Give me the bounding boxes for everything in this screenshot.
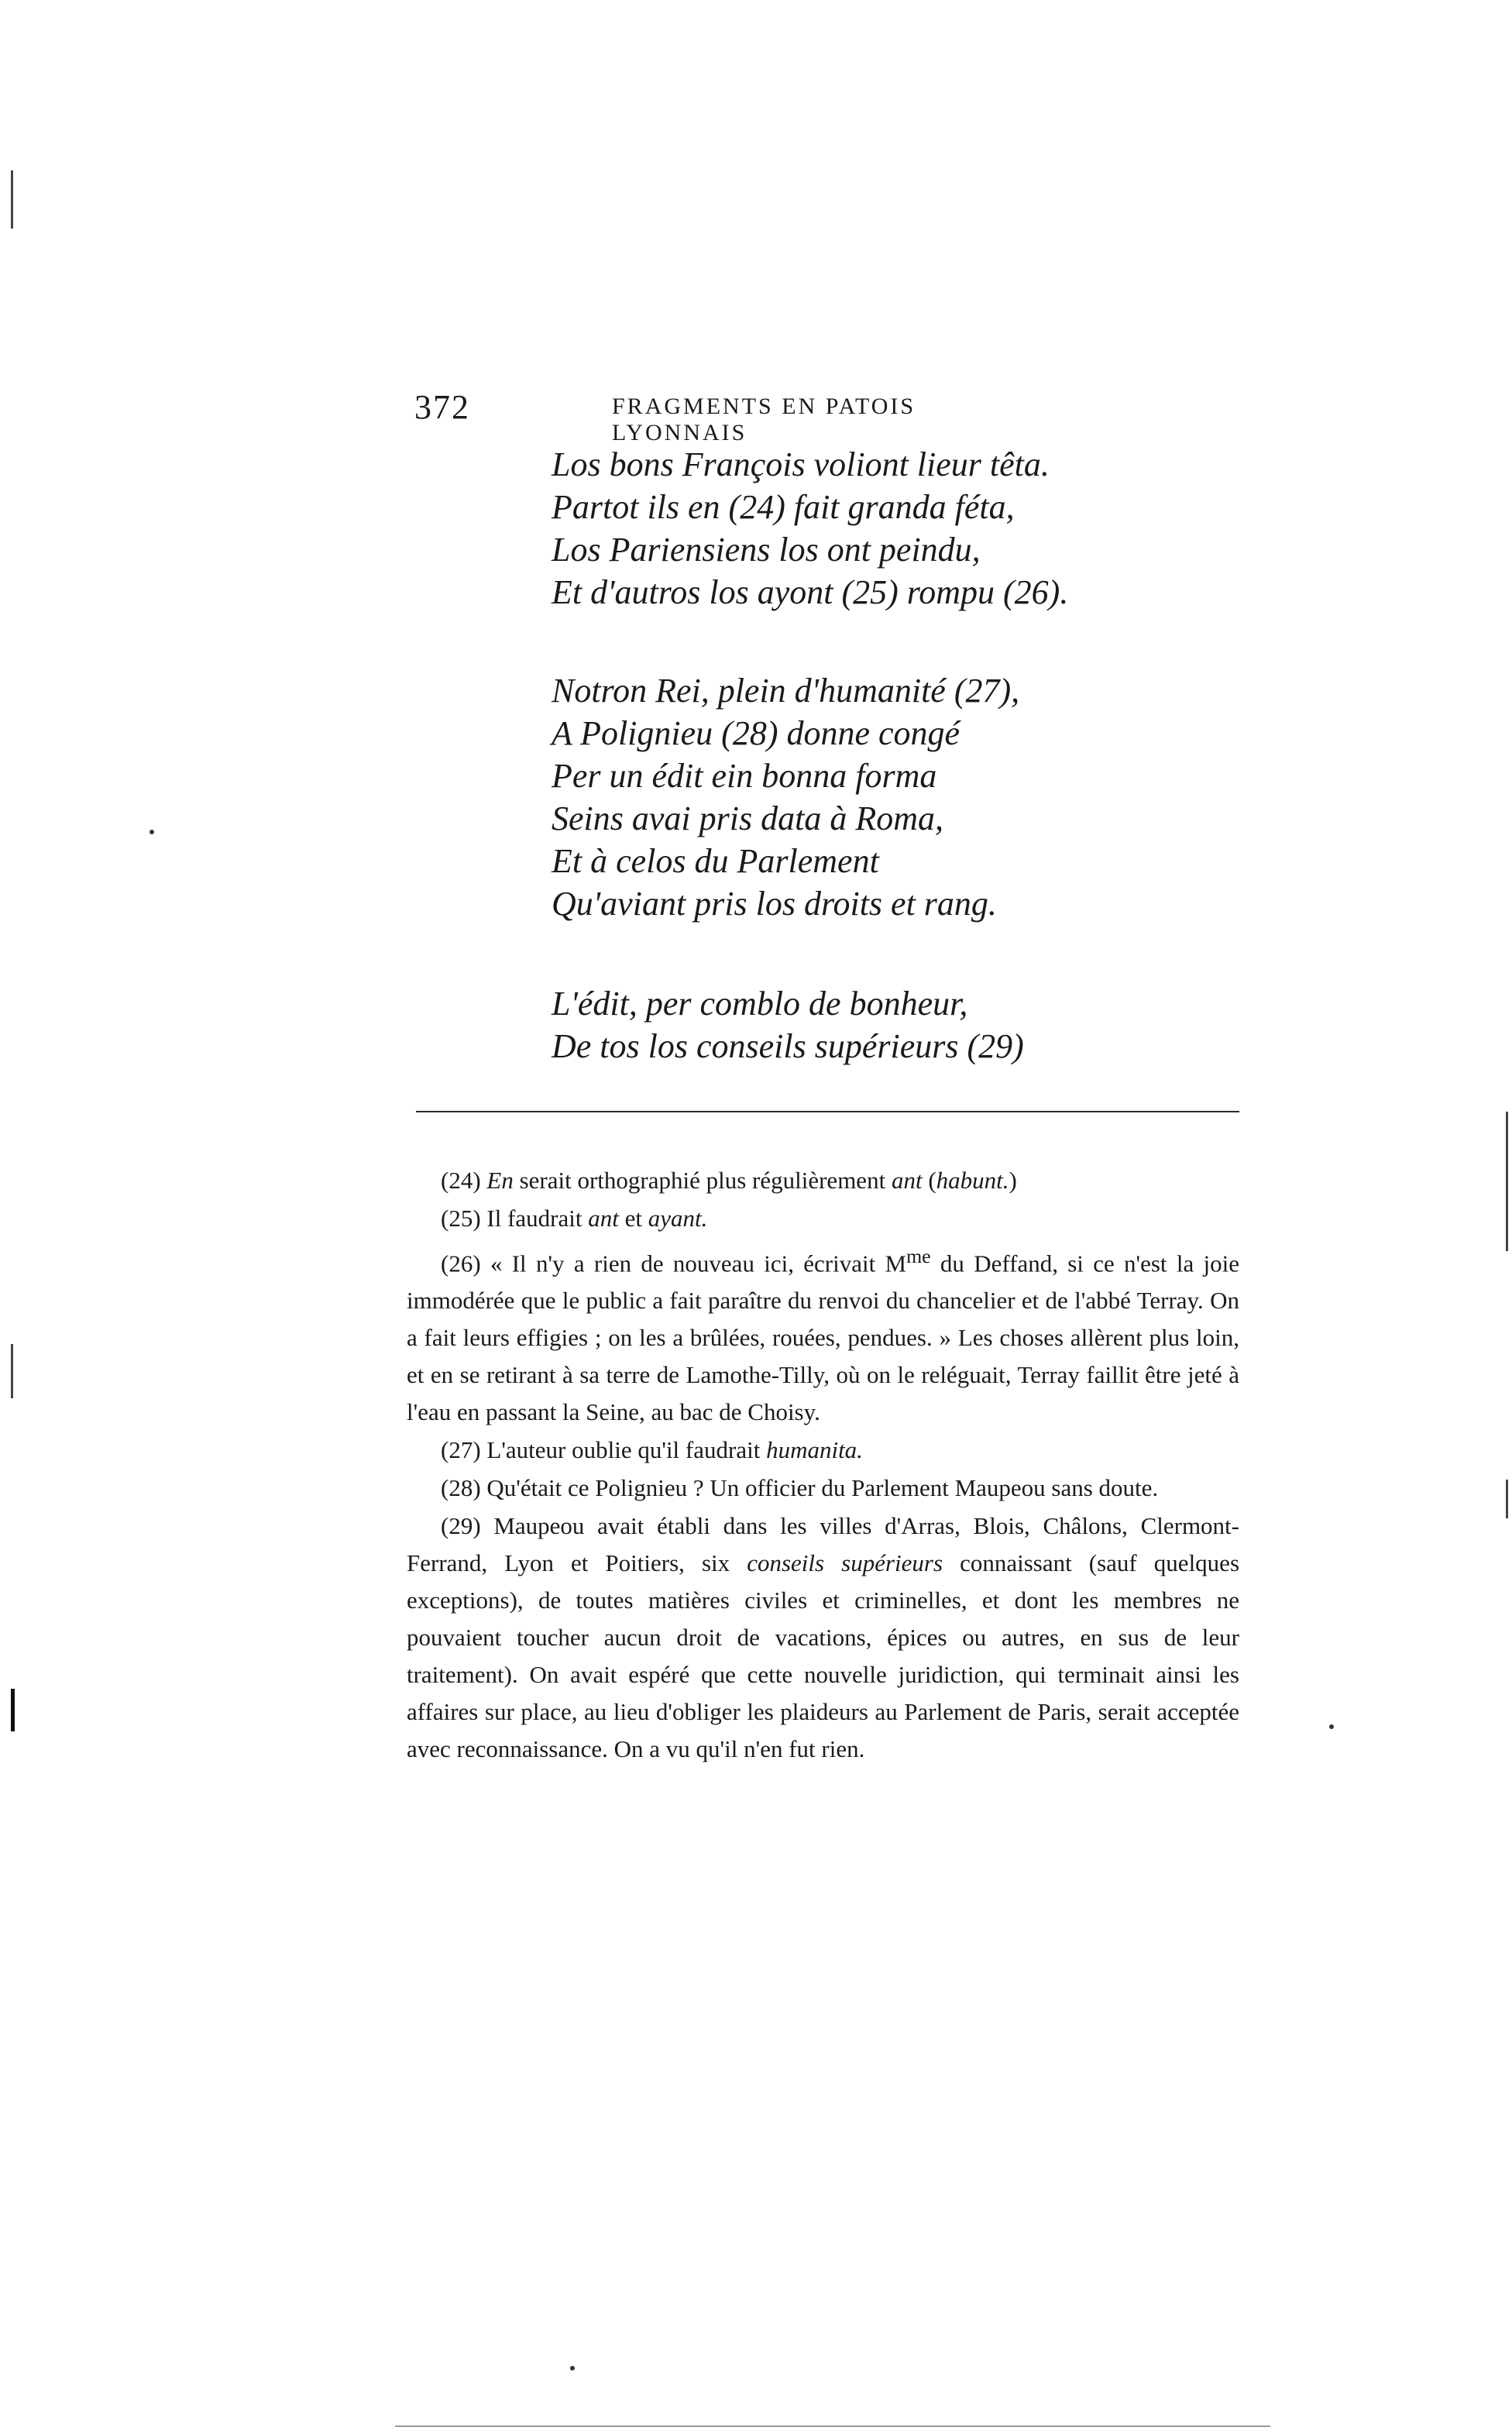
note-superscript: me (906, 1245, 931, 1267)
scan-line (1506, 1112, 1508, 1251)
scan-line (11, 170, 13, 229)
verse-line: Qu'aviant pris los droits et rang. (552, 885, 997, 923)
scan-line (1506, 1480, 1508, 1518)
footnotes (407, 1162, 1239, 1769)
verse-line: Partot ils en (24) fait granda féta, (552, 488, 1015, 526)
scan-line (11, 1689, 15, 1731)
verse-line: De tos los conseils supérieurs (29) (552, 1027, 1024, 1065)
note-text: (26) « Il n'y a rien de nouveau ici, écrivait M (441, 1250, 907, 1277)
footnote-26 (407, 1238, 1239, 1431)
page-bottom-edge (395, 2425, 1270, 2427)
running-title: FRAGMENTS EN PATOIS LYONNAIS (612, 394, 916, 445)
note-italic: ayant. (648, 1205, 708, 1232)
note-text: (28) Qu'était ce Polignieu ? Un officier du Parlement Maupeou sans doute. (441, 1474, 1159, 1502)
scan-speck (570, 2366, 575, 2370)
note-text: ( (922, 1167, 936, 1194)
verse-line: Los bons François voliont lieur têta. (552, 445, 1050, 483)
scan-speck (149, 830, 154, 834)
verse-line: A Polignieu (28) donne congé (552, 714, 960, 752)
note-italic: ant (588, 1205, 619, 1232)
page-number: 372 (414, 388, 470, 426)
note-text: (25) Il faudrait (441, 1205, 589, 1232)
note-text: et (618, 1205, 648, 1232)
note-text: (24) (441, 1167, 487, 1194)
verse-line: Et à celos du Parlement (552, 842, 879, 880)
note-text: (27) L'auteur oublie qu'il faudrait (441, 1436, 767, 1464)
note-italic: conseils supérieurs (747, 1549, 943, 1577)
note-text: ) (1009, 1167, 1017, 1194)
verse-line: Seins avai pris data à Roma, (552, 799, 943, 837)
footnote-27 (407, 1432, 1239, 1469)
footnote-25 (407, 1200, 1239, 1237)
scan-speck (1329, 1724, 1334, 1729)
note-italic: ant (891, 1167, 923, 1194)
verse-line: Et d'autros los ayont (25) rompu (26). (552, 573, 1069, 611)
footnote-24 (407, 1162, 1239, 1199)
note-text: du Deffand, si ce n'est la joie immodérée que le public a fait paraître du renvoi du chancelier et de l'abbé Terray. On a fait leurs effigies ; on les a brûlées, rouées, pendues. » Les choses allèrent plus loin, et en se retirant à sa terre de Lamothe-Tilly, où on le reléguait, Terray faillit être jeté à l'eau en passant la Seine, au bac de Choisy. (407, 1250, 1239, 1426)
verse-line: Notron Rei, plein d'humanité (27), (552, 672, 1020, 710)
verse-stanza-3 (552, 982, 1094, 1067)
footnote-28 (407, 1470, 1239, 1507)
scan-line (11, 1344, 13, 1398)
note-italic: habunt. (936, 1167, 1009, 1194)
note-italic: humanita. (766, 1436, 863, 1464)
footnote-29 (407, 1507, 1239, 1768)
verse-stanza-1 (552, 443, 1094, 614)
note-text: (29) Maupeou avait établi dans les villes d'Arras, Blois, Châlons, Clermont-Ferrand, Lyon et Poitiers, six (407, 1512, 1239, 1577)
verse-line: Los Pariensiens los ont peindu, (552, 531, 981, 569)
note-text: serait orthographié plus régulièrement (513, 1167, 892, 1194)
footnote-separator (416, 1111, 1239, 1112)
page-header (414, 387, 1057, 445)
verse-stanza-2 (552, 669, 1094, 925)
note-italic: En (486, 1167, 514, 1194)
verse-line: Per un édit ein bonna forma (552, 757, 937, 795)
note-text: connaissant (sauf quelques exceptions), de toutes matières civiles et criminelles, et dont les membres ne pouvaient toucher aucun droit de vacations, épices ou autres, en sus de leur traitement). On avait espéré que cette nouvelle juridiction, qui terminait ainsi les affaires sur place, au lieu d'obliger les plaideurs au Parlement de Paris, serait acceptée avec reconnaissance. On a vu qu'il n'en fut rien. (407, 1549, 1240, 1763)
verse-line: L'édit, per comblo de bonheur, (552, 985, 968, 1023)
